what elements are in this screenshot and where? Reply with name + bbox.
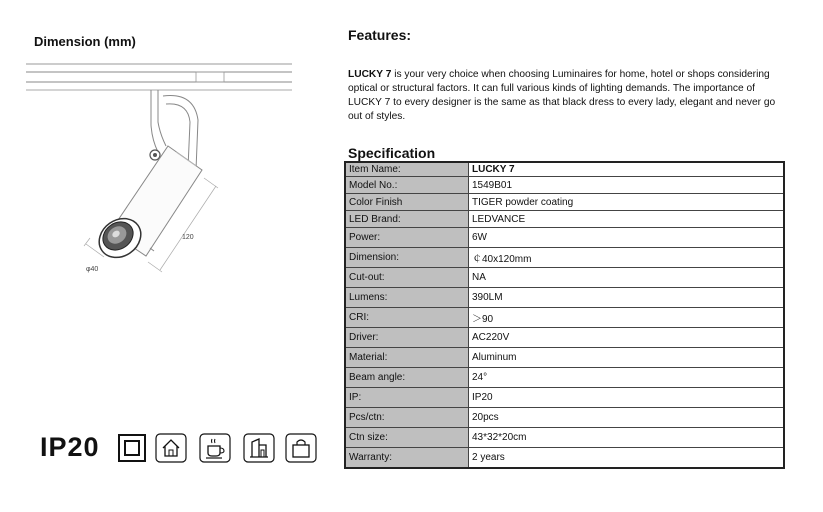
spec-value: ￠40x120mm — [469, 248, 785, 268]
spec-value: 1549B01 — [469, 177, 785, 194]
spec-label: Warranty: — [345, 448, 469, 469]
spec-value: Aluminum — [469, 348, 785, 368]
spec-value: 43*32*20cm — [469, 428, 785, 448]
table-row — [345, 211, 784, 228]
table-row — [345, 248, 784, 268]
table-row — [345, 194, 784, 211]
length-label: 120 — [182, 234, 194, 241]
table-row — [345, 228, 784, 248]
ip-rating-label: IP20 — [40, 432, 100, 462]
spec-label: Material: — [345, 348, 469, 368]
home-icon — [155, 433, 187, 463]
track-rail — [26, 64, 292, 90]
spec-label: Power: — [345, 228, 469, 248]
spec-label: CRI: — [345, 308, 469, 328]
spec-label: Driver: — [345, 328, 469, 348]
table-row — [345, 368, 784, 388]
table-row — [345, 268, 784, 288]
class-ii-icon — [117, 433, 147, 463]
features-description: is your very choice when choosing Luminaires for home, hotel or shops considering optical or structural factors. It can full various kinds of lighting demands. The importance of LUCKY 7 to every designer is the same as that black dress to every lady, elegant and never go out of styles. — [348, 69, 776, 122]
spec-value: NA — [469, 268, 785, 288]
spec-value: LUCKY 7 — [469, 162, 785, 177]
table-row — [345, 428, 784, 448]
spec-label: Color Finish — [345, 194, 469, 211]
table-row — [345, 408, 784, 428]
spec-value: 390LM — [469, 288, 785, 308]
product-name: LUCKY 7 — [348, 69, 392, 80]
table-row — [345, 388, 784, 408]
spec-value: ＞90 — [469, 308, 785, 328]
spec-label: IP: — [345, 388, 469, 408]
table-row — [345, 348, 784, 368]
table-row — [345, 162, 784, 177]
spec-label: Beam angle: — [345, 368, 469, 388]
table-row — [345, 288, 784, 308]
spec-label: Model No.: — [345, 177, 469, 194]
spec-label: Dimension: — [345, 248, 469, 268]
dimension-title: Dimension (mm) — [34, 34, 136, 49]
table-row — [345, 308, 784, 328]
shop-icon — [243, 433, 275, 463]
features-paragraph — [348, 68, 778, 124]
spec-value: 6W — [469, 228, 785, 248]
spec-value: IP20 — [469, 388, 785, 408]
specification-title: Specification — [348, 145, 436, 161]
spec-value: TIGER powder coating — [469, 194, 785, 211]
spec-value: 2 years — [469, 448, 785, 469]
features-title: Features: — [348, 27, 412, 43]
spec-value: LEDVANCE — [469, 211, 785, 228]
spec-label: Cut-out: — [345, 268, 469, 288]
table-row — [345, 448, 784, 469]
spec-value: 20pcs — [469, 408, 785, 428]
specification-table — [344, 161, 785, 469]
coffee-cup-icon — [199, 433, 231, 463]
spec-label: Item Name: — [345, 162, 469, 177]
product-drawing — [26, 60, 294, 292]
spec-value: AC220V — [469, 328, 785, 348]
table-row — [345, 328, 784, 348]
spec-label: Ctn size: — [345, 428, 469, 448]
diameter-label: φ40 — [86, 266, 99, 273]
shopping-bag-icon — [285, 433, 317, 463]
spec-label: Pcs/ctn: — [345, 408, 469, 428]
table-row — [345, 177, 784, 194]
spec-label: LED Brand: — [345, 211, 469, 228]
spec-label: Lumens: — [345, 288, 469, 308]
spec-value: 24° — [469, 368, 785, 388]
